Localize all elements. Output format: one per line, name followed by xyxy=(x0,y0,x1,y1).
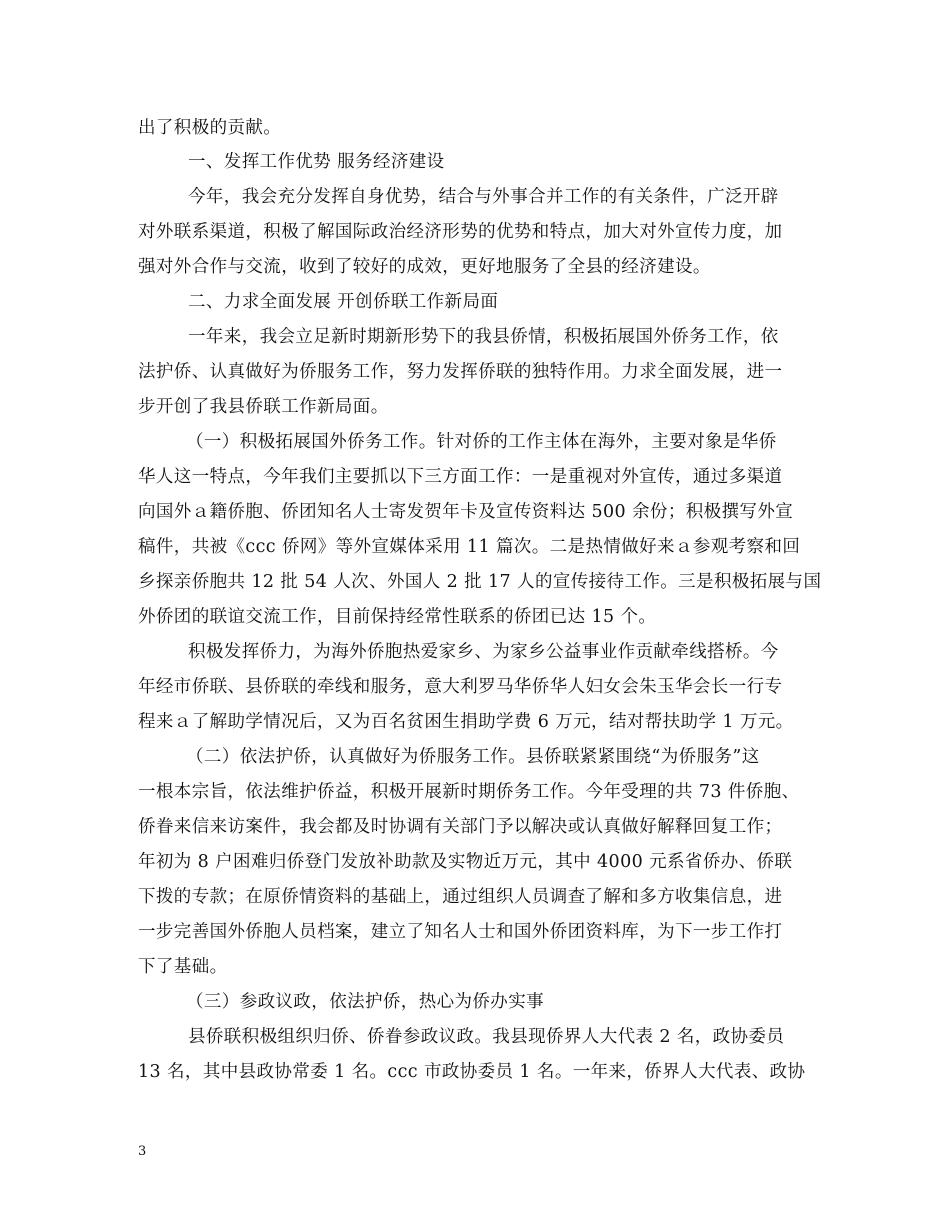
text-line: 13 名，其中县政协常委 1 名。ccc 市政协委员 1 名。一年来，侨界人大代表、政协 xyxy=(138,1062,806,1082)
text-line: 县侨联积极组织归侨、侨眷参政议政。我县现侨界人大代表 2 名，政协委员 xyxy=(188,1027,785,1047)
text-line: 一年来，我会立足新时期新形势下的我县侨情，积极拓展国外侨务工作，依 xyxy=(188,327,779,347)
subsection-line: （一）积极拓展国外侨务工作。针对侨的工作主体在海外，主要对象是华侨 xyxy=(186,432,777,452)
text-line: 向国外ａ籍侨胞、侨团知名人士寄发贺年卡及宣传资料达 500 余份；积极撰写外宣 xyxy=(138,502,794,522)
text-line: 对外联系渠道，积极了解国际政治经济形势的优势和特点，加大对外宣传力度，加 xyxy=(138,222,783,242)
section-heading: 一、发挥工作优势 服务经济建设 xyxy=(188,152,445,172)
text-line: 一步完善国外侨胞人员档案，建立了知名人士和国外侨团资料库，为下一步工作打 xyxy=(138,922,783,942)
section-heading: 二、力求全面发展 开创侨联工作新局面 xyxy=(188,292,499,312)
text-line: 乡探亲侨胞共 12 批 54 人次、外国人 2 批 17 人的宣传接待工作。三是积极拓展与国 xyxy=(138,572,822,592)
text-line: 侨眷来信来访案件，我会都及时协调有关部门予以解决或认真做好解释回复工作； xyxy=(138,817,783,837)
text-line: 今年，我会充分发挥自身优势，结合与外事合并工作的有关条件，广泛开辟 xyxy=(188,187,779,207)
subsection-line: （三）参政议政，依法护侨，热心为侨办实事 xyxy=(186,992,544,1012)
text-line: 下拨的专款；在原侨情资料的基础上，通过组织人员调查了解和多方收集信息，进 xyxy=(138,887,783,907)
text-line: 外侨团的联谊交流工作，目前保持经常性联系的侨团已达 15 个。 xyxy=(138,607,657,627)
text-line: 年经市侨联、县侨联的牵线和服务，意大利罗马华侨华人妇女会朱玉华会长一行专 xyxy=(138,677,783,697)
subsection-line: （二）依法护侨，认真做好为侨服务工作。县侨联紧紧围绕“为侨服务”这 xyxy=(186,747,760,767)
text-line: 下了基础。 xyxy=(138,957,228,977)
text-line: 程来ａ了解助学情况后，又为百名贫困生捐助学费 6 万元，结对帮扶助学 1 万元。 xyxy=(138,712,794,732)
text-line: 步开创了我县侨联工作新局面。 xyxy=(138,397,389,417)
text-line: 强对外合作与交流，收到了较好的成效，更好地服务了全县的经济建设。 xyxy=(138,257,711,277)
text-line: 华人这一特点，今年我们主要抓以下三方面工作：一是重视对外宣传，通过多渠道 xyxy=(138,467,783,487)
text-line: 出了积极的贡献。 xyxy=(138,118,282,138)
text-line: 积极发挥侨力，为海外侨胞热爱家乡、为家乡公益事业作贡献牵线搭桥。今 xyxy=(188,642,779,662)
page-number: 3 xyxy=(138,1144,147,1159)
text-line: 稿件，共被《ccc 侨网》等外宣媒体采用 11 篇次。二是热情做好来ａ参观考察和回 xyxy=(138,537,801,557)
text-line: 年初为 8 户困难归侨登门发放补助款及实物近万元，其中 4000 元系省侨办、侨联 xyxy=(138,852,793,872)
text-line: 法护侨、认真做好为侨服务工作，努力发挥侨联的独特作用。力求全面发展，进一 xyxy=(138,362,783,382)
text-line: 一根本宗旨，依法维护侨益，积极开展新时期侨务工作。今年受理的共 73 件侨胞、 xyxy=(138,782,800,802)
